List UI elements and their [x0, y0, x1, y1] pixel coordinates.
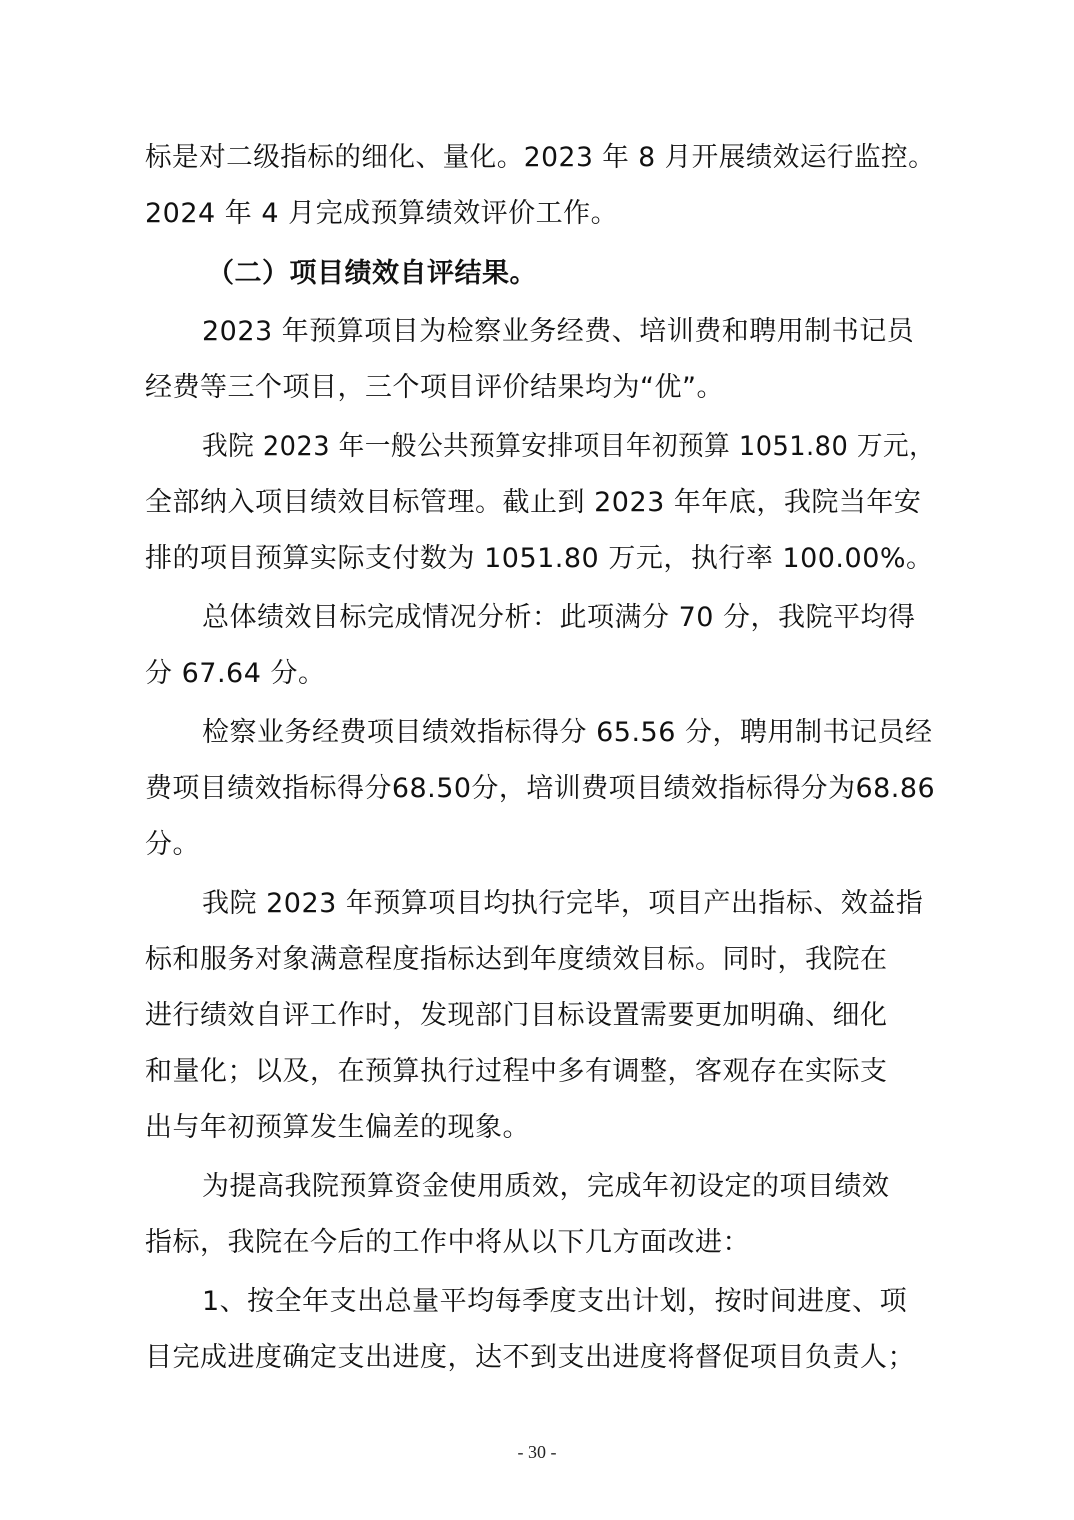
text-line: 1、按全年支出总量平均每季度支出计划，按时间进度、项	[202, 1286, 908, 1317]
text-line: 分。	[145, 829, 200, 860]
text-line: 全部纳入项目绩效目标管理。截止到 2023 年年底，我院当年安	[145, 487, 922, 518]
text-line: 排的项目预算实际支付数为 1051.80 万元，执行率 100.00%。	[145, 543, 934, 574]
text-line: 2024 年 4 月完成预算绩效评价工作。	[145, 198, 619, 229]
text-line: 费项目绩效指标得分68.50分，培训费项目绩效指标得分为68.86	[145, 773, 936, 804]
text-line: 检察业务经费项目绩效指标得分 65.56 分，聘用制书记员经	[202, 717, 933, 748]
text-line: 目完成进度确定支出进度，达不到支出进度将督促项目负责人；	[145, 1342, 915, 1373]
text-line: 我院 2023 年一般公共预算安排项目年初预算 1051.80 万元，	[202, 431, 936, 462]
page-number: - 30 -	[517, 1442, 557, 1462]
section-heading: （二）项目绩效自评结果。	[207, 258, 537, 289]
text-line: 标是对二级指标的细化、量化。2023 年 8 月开展绩效运行监控。	[145, 142, 936, 173]
text-line: 进行绩效自评工作时，发现部门目标设置需要更加明确、细化	[145, 1000, 888, 1031]
text-line: 总体绩效目标完成情况分析：此项满分 70 分，我院平均得	[202, 602, 916, 633]
text-line: 2023 年预算项目为检察业务经费、培训费和聘用制书记员	[202, 316, 915, 347]
text-line: 经费等三个项目，三个项目评价结果均为“优”。	[145, 372, 724, 403]
text-line: 指标，我院在今后的工作中将从以下几方面改进：	[145, 1227, 750, 1258]
text-line: 为提高我院预算资金使用质效，完成年初设定的项目绩效	[202, 1171, 890, 1202]
text-line: 标和服务对象满意程度指标达到年度绩效目标。同时，我院在	[145, 944, 888, 975]
text-line: 出与年初预算发生偏差的现象。	[145, 1112, 530, 1143]
text-line: 分 67.64 分。	[145, 658, 326, 689]
text-line: 和量化；以及，在预算执行过程中多有调整，客观存在实际支	[145, 1056, 888, 1087]
text-line: 我院 2023 年预算项目均执行完毕，项目产出指标、效益指	[202, 888, 924, 919]
